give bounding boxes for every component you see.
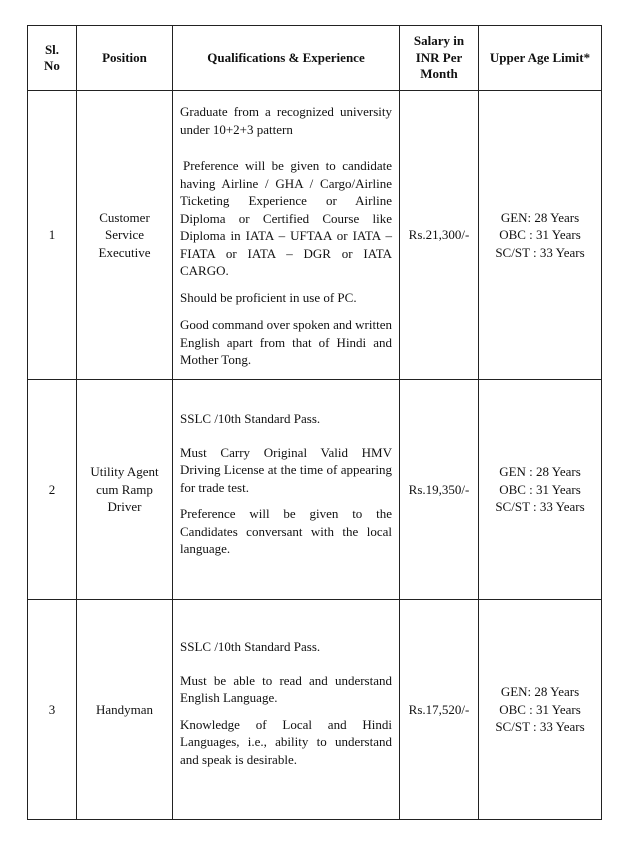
position-cell: Customer Service Executive — [77, 91, 173, 380]
position-cell: Handyman — [77, 600, 173, 820]
age-scst: SC/ST : 33 Years — [495, 499, 585, 515]
age-gen: GEN : 28 Years — [499, 464, 581, 480]
header-sl-no: Sl. No — [28, 26, 77, 91]
table-row — [28, 600, 602, 820]
qualification-item: Preference will be given to the Candidates conversant with the local language. — [180, 506, 392, 556]
table-row — [28, 91, 602, 380]
age-obc: OBC : 31 Years — [499, 481, 581, 497]
header-age-limit: Upper Age Limit* — [479, 26, 602, 91]
sl-no-cell: 2 — [28, 380, 77, 600]
sl-no-cell: 1 — [28, 91, 77, 380]
age-gen: GEN: 28 Years — [500, 209, 580, 225]
age-limit-cell — [479, 380, 602, 600]
age-limit-cell — [479, 600, 602, 820]
salary-cell: Rs.17,520/- — [400, 600, 479, 820]
age-obc: OBC : 31 Years — [499, 227, 581, 243]
age-obc: OBC : 31 Years — [499, 701, 581, 717]
qualifications-cell — [173, 91, 400, 380]
qualification-item: Must Carry Original Valid HMV Driving License at the time of appearing for trade test. — [180, 444, 392, 495]
qualification-item: Graduate from a recognized university under 10+2+3 pattern — [180, 104, 392, 137]
qualifications-cell — [173, 600, 400, 820]
header-salary: Salary in INR Per Month — [400, 26, 479, 91]
header-qualifications: Qualifications & Experience — [173, 26, 400, 91]
age-scst: SC/ST : 33 Years — [495, 719, 585, 735]
age-limit-cell — [479, 91, 602, 380]
qualification-item: Must be able to read and understand English Language. — [180, 672, 392, 705]
qualification-item: SSLC /10th Standard Pass. — [180, 411, 321, 426]
header-row — [28, 26, 602, 91]
position-cell: Utility Agent cum Ramp Driver — [77, 380, 173, 600]
qualifications-cell — [173, 380, 400, 600]
salary-cell: Rs.19,350/- — [400, 380, 479, 600]
sl-no-cell: 3 — [28, 600, 77, 820]
recruitment-table — [27, 25, 602, 820]
salary-cell: Rs.21,300/- — [400, 91, 479, 380]
table-row — [28, 380, 602, 600]
age-gen: GEN: 28 Years — [500, 684, 580, 700]
age-scst: SC/ST : 33 Years — [495, 244, 585, 260]
qualification-item: SSLC /10th Standard Pass. — [180, 639, 321, 654]
header-position: Position — [77, 26, 173, 91]
qualification-item: Preference will be given to candidate having Airline / GHA / Cargo/Airline Ticketing Experience or Airline Diploma or Certified Course like Diploma in IATA – UFTAA or IATA –FIATA or IATA – DGR or IATA CARGO. — [180, 158, 392, 278]
qualification-item: Knowledge of Local and Hindi Languages, i.e., ability to understand and speak is desirable. — [180, 716, 392, 767]
qualification-item: Should be proficient in use of PC. — [180, 289, 357, 305]
qualification-item: Good command over spoken and written English apart from that of Hindi and Mother Tong. — [180, 317, 392, 367]
